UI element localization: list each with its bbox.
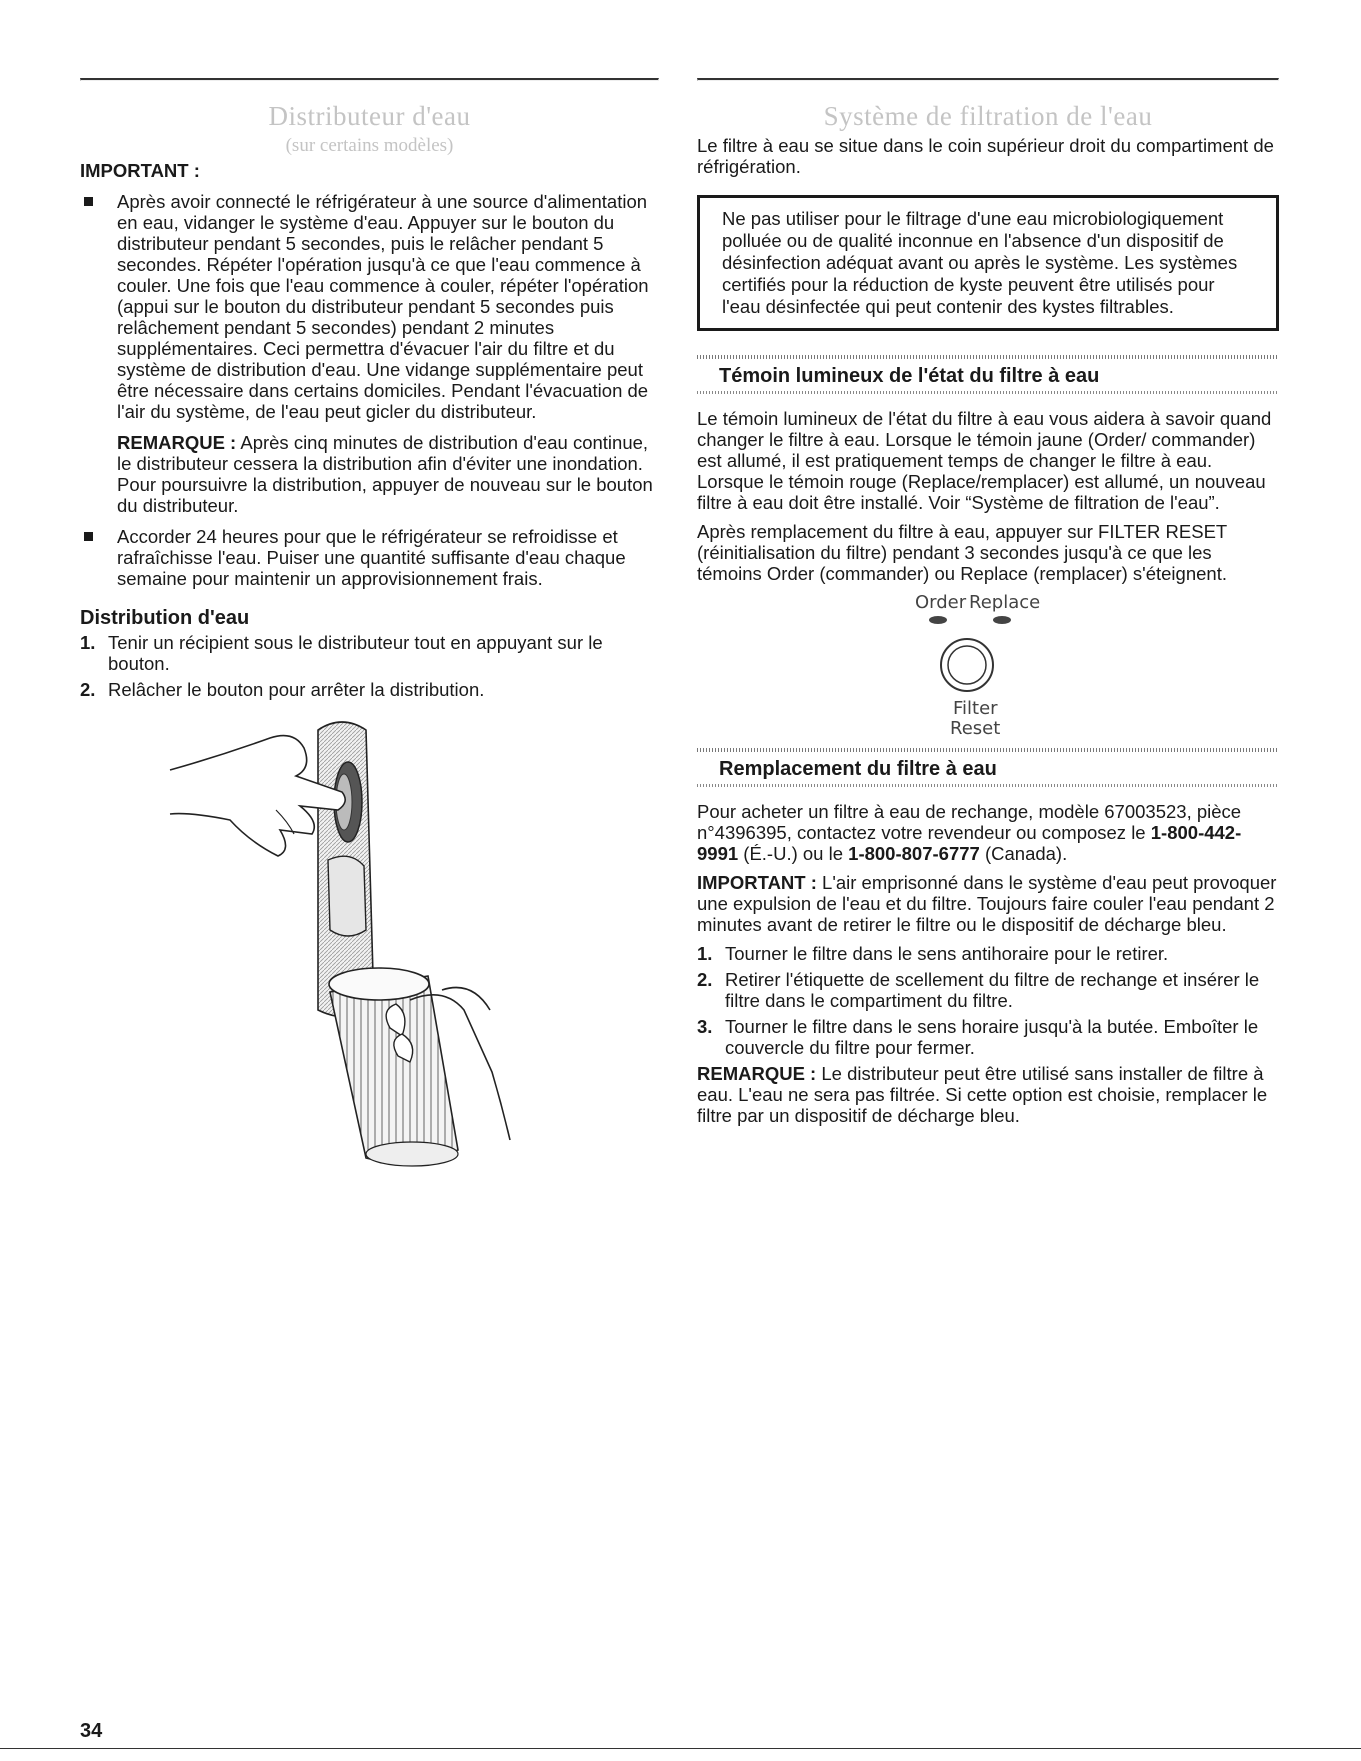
replacement-text: Pour acheter un filtre à eau de rechange, modèle 67003523, pièce n°4396395, contactez votre revendeur ou composez le [697,801,1242,843]
warning-box: Ne pas utiliser pour le filtrage d'une eau microbiologiquement polluée ou de qualité inconnue en l'absence d'un dispositif de désinfection adéquat avant ou après le système. Les systèmes certifiés pour la réduction de kyste peuvent être utilisés pour l'eau désinfectée qui peut contenir des kystes filtrables. [697,195,1279,331]
step-text: Retirer l'étiquette de scellement du filtre de rechange et insérer le filtre dans le compartiment du filtre. [725,969,1260,1011]
replacement-text: (É.-U.) ou le [738,843,849,864]
right-column [697,78,1279,1134]
order-label: Order [915,592,967,613]
important-list [80,191,659,589]
list-item [697,1016,1279,1058]
filtration-intro: Le filtre à eau se situe dans le coin supérieur droit du compartiment de réfrigération. [697,135,1274,177]
note-text: Le distributeur peut être utilisé sans installer de filtre à eau. L'eau ne sera pas filtrée. Si cette option est choisie, remplacer le filtre par un dispositif de décharge bleu. [697,1063,1268,1126]
filter-reset-button-icon[interactable] [938,636,996,694]
section-band [697,748,1279,752]
step-number: 1. [80,632,96,653]
step-number: 3. [697,1016,713,1037]
section-title-dispenser: Distributeur d'eau [268,101,471,131]
list-item: Après avoir connecté le réfrigérateur à une source d'alimentation en eau, vidanger le système d'eau. Appuyer sur le bouton du distributeur pendant 5 secondes, puis le relâcher pendant 5 secondes. Répéter l'opération jusqu'à ce que l'eau commence à couler. Une fois que l'eau commence à couler, répéter l'opération (appui sur le bouton du distributeur pendant 5 secondes puis relâchement pendant 5 secondes) pendant 2 minutes supplémentaires. Ceci permettra d'évacuer l'air du filtre et du système de distribution d'eau. Une vidange supplémentaire peut être nécessaire dans certains domiciles. Pendant l'évacuation de l'air du système, de l'eau peut gicler du distributeur. [80,191,659,422]
indicator-heading: Témoin lumineux de l'état du filtre à eau [719,365,1100,387]
step-number: 2. [697,969,713,990]
step-number: 2. [80,679,96,700]
filter-label: Filter [953,698,998,719]
reset-paragraph: Après remplacement du filtre à eau, appuyer sur FILTER RESET (réinitialisation du filtre) pendant 3 secondes jusqu'à ce que les témoins Order (commander) ou Replace (remplacer) s'éteignent. [697,521,1227,584]
section-band [697,784,1279,787]
section-band [697,355,1279,359]
step-text: Tourner le filtre dans le sens antihoraire pour le retirer. [725,943,1169,964]
dispenser-illustration [80,710,659,1170]
step-text: Tourner le filtre dans le sens horaire jusqu'à la butée. Emboîter le couvercle du filtre pour fermer. [725,1016,1259,1058]
filter-control-panel [697,592,1279,742]
step-text: Tenir un récipient sous le distributeur tout en appuyant sur le bouton. [108,632,603,674]
note-paragraph [697,1063,1279,1126]
list-item [697,943,1279,964]
list-item [80,632,659,674]
reset-label: Reset [950,718,1001,739]
replacement-heading: Remplacement du filtre à eau [719,758,997,780]
note-paragraph [80,432,659,516]
note-label: REMARQUE : [697,1063,817,1084]
order-light-icon [929,616,947,624]
distribution-steps [80,632,659,700]
section-subtitle: (sur certains modèles) [285,135,454,156]
divider [80,78,659,81]
indicator-paragraph: Le témoin lumineux de l'état du filtre à eau vous aidera à savoir quand changer le filtre à eau. Lorsque le témoin jaune (Order/ commander) est allumé, il est pratiquement temps de changer le filtre à eau. Lorsque le témoin rouge (Replace/remplacer) est allumé, un nouveau filtre à eau doit être installé. Voir “Système de filtration de l'eau”. [697,408,1272,513]
note-text: Après cinq minutes de distribution d'eau continue, le distributeur cessera la distribution afin d'éviter une inondation. Pour poursuivre la distribution, appuyer de nouveau sur le bouton du distributeur. [117,432,653,516]
list-item [697,969,1279,1011]
list-item [80,679,659,700]
dispenser-drawing [80,710,659,1170]
section-band [697,391,1279,394]
page-number: 34 [80,1720,103,1742]
phone-canada: 1-800-807-6777 [848,843,980,864]
important-label: IMPORTANT : [697,872,817,893]
phone-us: 1-800-442-9991 [697,822,1242,864]
important-text: L'air emprisonné dans le système d'eau peut provoquer une expulsion de l'eau et du filtre. Toujours faire couler l'eau pendant 2 minutes avant de retirer le filtre ou le dispositif de décharge bleu. [697,872,1277,935]
divider [697,78,1279,81]
left-column [80,78,659,1170]
indicator-lights [919,614,1029,628]
important-paragraph [697,872,1279,935]
section-title-filtration: Système de filtration de l'eau [823,101,1153,131]
step-text: Relâcher le bouton pour arrêter la distribution. [108,679,485,700]
replacement-steps [697,943,1279,1058]
distribution-heading: Distribution d'eau [80,607,250,629]
replace-label: Replace [969,592,1041,613]
replacement-paragraph [697,801,1279,864]
important-label: IMPORTANT : [80,160,200,181]
step-number: 1. [697,943,713,964]
replace-light-icon [993,616,1011,624]
replacement-text: (Canada). [979,843,1068,864]
note-label: REMARQUE : [117,432,237,453]
footer-divider [0,1748,1361,1749]
list-item: Accorder 24 heures pour que le réfrigérateur se refroidisse et rafraîchisse l'eau. Puiser une quantité suffisante d'eau chaque semaine pour maintenir un approvisionnement frais. [80,526,659,589]
